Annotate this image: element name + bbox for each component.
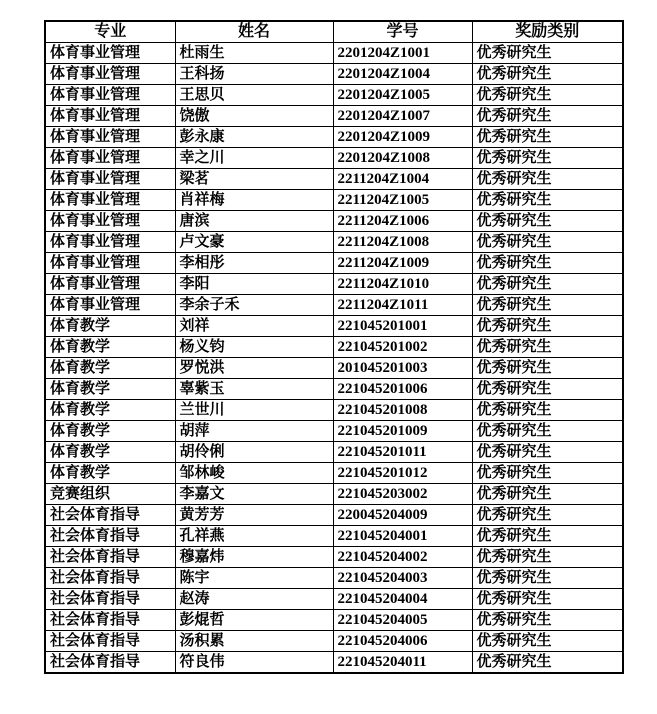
table-cell: 邹林峻 — [175, 463, 333, 484]
table-cell: 李相彤 — [175, 253, 333, 274]
table-row — [45, 610, 623, 631]
table-cell: 2201204Z1001 — [333, 43, 472, 64]
table-cell: 优秀研究生 — [472, 148, 623, 169]
table-cell: 优秀研究生 — [472, 463, 623, 484]
table-cell: 2211204Z1009 — [333, 253, 472, 274]
table-cell: 优秀研究生 — [472, 64, 623, 85]
table-cell: 体育事业管理 — [45, 232, 175, 253]
table-cell: 优秀研究生 — [472, 106, 623, 127]
table-cell: 2201204Z1007 — [333, 106, 472, 127]
table-cell: 2211204Z1004 — [333, 169, 472, 190]
table-cell: 优秀研究生 — [472, 127, 623, 148]
table-cell: 社会体育指导 — [45, 589, 175, 610]
table-cell: 体育教学 — [45, 442, 175, 463]
table-row — [45, 274, 623, 295]
table-row — [45, 148, 623, 169]
table-cell: 优秀研究生 — [472, 505, 623, 526]
student-award-table-container — [44, 20, 624, 674]
table-cell: 体育事业管理 — [45, 64, 175, 85]
table-cell: 优秀研究生 — [472, 547, 623, 568]
table-cell: 体育事业管理 — [45, 190, 175, 211]
table-row — [45, 526, 623, 547]
table-cell: 体育事业管理 — [45, 127, 175, 148]
table-row — [45, 106, 623, 127]
table-row — [45, 127, 623, 148]
table-row — [45, 85, 623, 106]
table-cell: 符良伟 — [175, 652, 333, 674]
table-row — [45, 169, 623, 190]
table-cell: 体育事业管理 — [45, 211, 175, 232]
table-cell: 体育教学 — [45, 421, 175, 442]
table-cell: 221045204006 — [333, 631, 472, 652]
table-cell: 王科扬 — [175, 64, 333, 85]
table-row — [45, 232, 623, 253]
table-cell: 221045201011 — [333, 442, 472, 463]
table-cell: 体育事业管理 — [45, 253, 175, 274]
table-cell: 2201204Z1004 — [333, 64, 472, 85]
table-cell: 彭焜哲 — [175, 610, 333, 631]
table-cell: 体育教学 — [45, 337, 175, 358]
table-cell: 优秀研究生 — [472, 568, 623, 589]
table-cell: 兰世川 — [175, 400, 333, 421]
table-cell: 优秀研究生 — [472, 211, 623, 232]
table-row — [45, 547, 623, 568]
table-row — [45, 211, 623, 232]
table-row — [45, 43, 623, 64]
table-cell: 彭永康 — [175, 127, 333, 148]
table-cell: 221045204005 — [333, 610, 472, 631]
table-row — [45, 379, 623, 400]
table-cell: 优秀研究生 — [472, 589, 623, 610]
table-cell: 体育事业管理 — [45, 295, 175, 316]
table-cell: 2211204Z1006 — [333, 211, 472, 232]
table-cell: 李阳 — [175, 274, 333, 295]
table-cell: 黄芳芳 — [175, 505, 333, 526]
table-row — [45, 295, 623, 316]
table-cell: 2211204Z1005 — [333, 190, 472, 211]
table-cell: 体育事业管理 — [45, 85, 175, 106]
table-cell: 优秀研究生 — [472, 610, 623, 631]
table-row — [45, 568, 623, 589]
table-row — [45, 463, 623, 484]
table-cell: 201045201003 — [333, 358, 472, 379]
table-body — [45, 43, 623, 674]
table-cell: 221045204002 — [333, 547, 472, 568]
table-cell: 社会体育指导 — [45, 652, 175, 674]
table-cell: 优秀研究生 — [472, 379, 623, 400]
table-cell: 王思贝 — [175, 85, 333, 106]
table-cell: 221045204011 — [333, 652, 472, 674]
table-cell: 李余子禾 — [175, 295, 333, 316]
student-award-table — [44, 20, 624, 674]
table-cell: 汤积累 — [175, 631, 333, 652]
table-row — [45, 652, 623, 674]
table-cell: 优秀研究生 — [472, 295, 623, 316]
table-row — [45, 316, 623, 337]
table-cell: 体育教学 — [45, 358, 175, 379]
table-cell: 社会体育指导 — [45, 526, 175, 547]
table-cell: 优秀研究生 — [472, 316, 623, 337]
table-cell: 优秀研究生 — [472, 358, 623, 379]
table-cell: 杜雨生 — [175, 43, 333, 64]
table-row — [45, 631, 623, 652]
table-cell: 体育教学 — [45, 400, 175, 421]
table-row — [45, 253, 623, 274]
table-cell: 社会体育指导 — [45, 631, 175, 652]
table-row — [45, 337, 623, 358]
column-header-major: 专业 — [45, 21, 175, 43]
table-cell: 体育事业管理 — [45, 148, 175, 169]
table-cell: 220045204009 — [333, 505, 472, 526]
table-cell: 2211204Z1010 — [333, 274, 472, 295]
table-cell: 社会体育指导 — [45, 610, 175, 631]
table-cell: 优秀研究生 — [472, 43, 623, 64]
table-cell: 社会体育指导 — [45, 547, 175, 568]
table-row — [45, 589, 623, 610]
table-cell: 胡萍 — [175, 421, 333, 442]
table-cell: 优秀研究生 — [472, 400, 623, 421]
table-cell: 唐滨 — [175, 211, 333, 232]
table-cell: 221045201008 — [333, 400, 472, 421]
table-row — [45, 358, 623, 379]
table-row — [45, 505, 623, 526]
table-cell: 孔祥燕 — [175, 526, 333, 547]
table-cell: 体育教学 — [45, 463, 175, 484]
table-cell: 优秀研究生 — [472, 484, 623, 505]
table-cell: 优秀研究生 — [472, 169, 623, 190]
table-cell: 陈宇 — [175, 568, 333, 589]
table-cell: 赵涛 — [175, 589, 333, 610]
table-cell: 体育事业管理 — [45, 274, 175, 295]
table-cell: 221045201012 — [333, 463, 472, 484]
table-cell: 2201204Z1009 — [333, 127, 472, 148]
column-header-name: 姓名 — [175, 21, 333, 43]
table-row — [45, 400, 623, 421]
table-cell: 221045204004 — [333, 589, 472, 610]
table-cell: 优秀研究生 — [472, 442, 623, 463]
table-cell: 体育事业管理 — [45, 169, 175, 190]
column-header-student-id: 学号 — [333, 21, 472, 43]
table-cell: 卢文豪 — [175, 232, 333, 253]
table-cell: 2211204Z1008 — [333, 232, 472, 253]
table-cell: 穆嘉炜 — [175, 547, 333, 568]
table-cell: 辜紫玉 — [175, 379, 333, 400]
column-header-award-category: 奖励类别 — [472, 21, 623, 43]
table-row — [45, 64, 623, 85]
table-cell: 优秀研究生 — [472, 274, 623, 295]
table-cell: 2211204Z1011 — [333, 295, 472, 316]
table-cell: 优秀研究生 — [472, 253, 623, 274]
table-cell: 221045204001 — [333, 526, 472, 547]
table-cell: 221045203002 — [333, 484, 472, 505]
table-cell: 221045201001 — [333, 316, 472, 337]
table-cell: 优秀研究生 — [472, 337, 623, 358]
table-cell: 221045201009 — [333, 421, 472, 442]
table-cell: 优秀研究生 — [472, 190, 623, 211]
table-cell: 幸之川 — [175, 148, 333, 169]
table-cell: 胡伶俐 — [175, 442, 333, 463]
table-cell: 221045204003 — [333, 568, 472, 589]
table-cell: 李嘉文 — [175, 484, 333, 505]
table-cell: 饶傲 — [175, 106, 333, 127]
table-cell: 肖祥梅 — [175, 190, 333, 211]
table-row — [45, 421, 623, 442]
table-cell: 体育事业管理 — [45, 106, 175, 127]
table-cell: 2201204Z1005 — [333, 85, 472, 106]
table-row — [45, 442, 623, 463]
table-row — [45, 484, 623, 505]
table-cell: 优秀研究生 — [472, 631, 623, 652]
table-cell: 梁茗 — [175, 169, 333, 190]
table-cell: 竞赛组织 — [45, 484, 175, 505]
table-cell: 优秀研究生 — [472, 526, 623, 547]
header-row — [45, 21, 623, 43]
table-cell: 社会体育指导 — [45, 505, 175, 526]
table-cell: 优秀研究生 — [472, 652, 623, 674]
table-cell: 社会体育指导 — [45, 568, 175, 589]
table-cell: 体育教学 — [45, 379, 175, 400]
table-cell: 罗悦洪 — [175, 358, 333, 379]
table-cell: 优秀研究生 — [472, 85, 623, 106]
table-cell: 优秀研究生 — [472, 421, 623, 442]
table-cell: 2201204Z1008 — [333, 148, 472, 169]
table-cell: 优秀研究生 — [472, 232, 623, 253]
table-cell: 体育事业管理 — [45, 43, 175, 64]
table-cell: 221045201006 — [333, 379, 472, 400]
table-row — [45, 190, 623, 211]
table-cell: 刘祥 — [175, 316, 333, 337]
table-cell: 体育教学 — [45, 316, 175, 337]
table-cell: 221045201002 — [333, 337, 472, 358]
table-cell: 杨义钧 — [175, 337, 333, 358]
